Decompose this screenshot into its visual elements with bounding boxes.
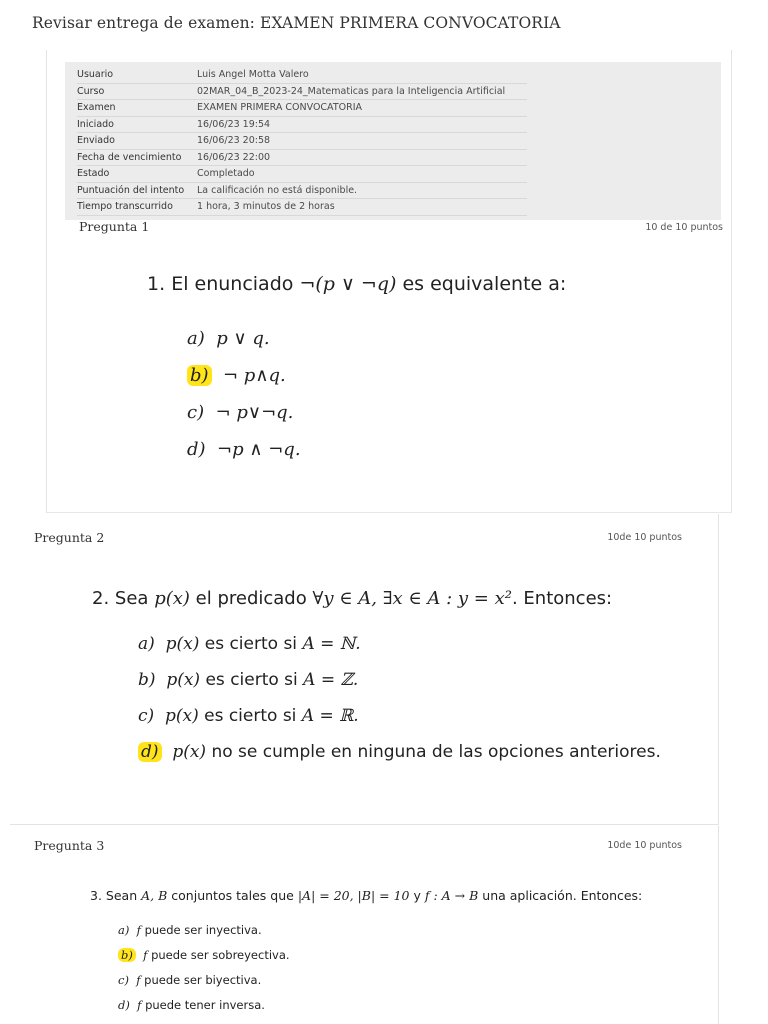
- summary-row: [77, 149, 527, 166]
- statement-text: el predicado: [195, 588, 307, 609]
- option-formula: ¬p ∧ ¬q.: [217, 439, 301, 460]
- summary-value: EXAMEN PRIMERA CONVOCATORIA: [197, 100, 527, 117]
- option-formula: p(x): [165, 634, 200, 654]
- summary-label: Estado: [77, 166, 197, 183]
- statement-formula: |A| = 20, |B| = 10: [297, 888, 410, 903]
- option-letter-selected: d): [138, 742, 162, 762]
- summary-label: Curso: [77, 83, 197, 100]
- question-number: 3.: [90, 888, 102, 903]
- question-1-score: 10 de 10 puntos: [645, 222, 723, 233]
- option-formula: f: [137, 998, 142, 1012]
- summary-row: [77, 67, 527, 83]
- option-b[interactable]: [118, 943, 290, 968]
- summary-row: [77, 100, 527, 117]
- summary-row: [77, 182, 527, 199]
- statement-sets: A, B: [141, 888, 168, 903]
- summary-label: Tiempo transcurrido: [77, 199, 197, 216]
- option-text: puede tener inversa.: [145, 998, 265, 1012]
- option-d[interactable]: [138, 734, 661, 770]
- statement-text: una aplicación. Entonces:: [482, 888, 643, 903]
- summary-row: [77, 199, 527, 216]
- option-set: A = ℝ.: [301, 706, 359, 726]
- option-formula: p(x): [172, 742, 207, 762]
- option-a[interactable]: [187, 320, 301, 357]
- summary-label: Fecha de vencimiento: [77, 149, 197, 166]
- question-3-heading: Pregunta 3: [34, 838, 105, 853]
- summary-label: Examen: [77, 100, 197, 117]
- question-number: 2.: [92, 588, 110, 609]
- option-letter: d): [118, 998, 130, 1012]
- option-c[interactable]: [187, 394, 301, 431]
- summary-row: [77, 83, 527, 100]
- question-3-section: [10, 826, 719, 1024]
- summary-value: 16/06/23 22:00: [197, 149, 527, 166]
- summary-value: Luis Angel Motta Valero: [197, 67, 527, 83]
- statement-text: El enunciado: [171, 273, 294, 295]
- option-letter: b): [138, 670, 156, 690]
- statement-text: . Entonces:: [511, 588, 613, 609]
- statement-text: Sea: [114, 588, 149, 609]
- summary-value: La calificación no está disponible.: [197, 182, 527, 199]
- option-b[interactable]: [187, 357, 301, 394]
- option-text: es cierto si: [204, 706, 297, 726]
- option-b[interactable]: [138, 662, 661, 698]
- option-a[interactable]: [118, 918, 290, 943]
- option-d[interactable]: [118, 993, 290, 1018]
- summary-row: [77, 116, 527, 133]
- summary-value: Completado: [197, 166, 527, 183]
- option-letter: d): [187, 439, 206, 460]
- summary-label: Enviado: [77, 133, 197, 150]
- question-3-options: [118, 918, 290, 1018]
- option-formula: f: [136, 923, 141, 937]
- option-formula: p(x): [164, 706, 199, 726]
- option-text: es cierto si: [204, 634, 298, 654]
- option-text: puede ser sobreyectiva.: [151, 948, 290, 962]
- question-2-score: 10de 10 puntos: [607, 532, 682, 543]
- option-text: puede ser biyectiva.: [144, 973, 262, 987]
- statement-map: f : A → B: [424, 888, 479, 903]
- summary-value: 02MAR_04_B_2023-24_Matematicas para la Inteligencia Artificial: [197, 83, 527, 100]
- summary-value: 1 hora, 3 minutos de 2 horas: [197, 199, 527, 216]
- question-1-options: [187, 320, 301, 468]
- option-letter-selected: b): [187, 365, 212, 386]
- page-title: Revisar entrega de examen: EXAMEN PRIMERA CONVOCATORIA: [32, 14, 561, 32]
- option-letter: a): [138, 634, 155, 654]
- option-set: A = ℤ.: [303, 670, 359, 690]
- statement-text: conjuntos tales que: [171, 888, 294, 903]
- option-formula: f: [143, 948, 148, 962]
- question-2-heading: Pregunta 2: [34, 530, 105, 545]
- summary-value: 16/06/23 20:58: [197, 133, 527, 150]
- question-2-section: [10, 514, 719, 825]
- option-c[interactable]: [138, 698, 661, 734]
- statement-text: y: [413, 888, 421, 903]
- question-2-statement: [92, 588, 612, 609]
- option-set: A = ℕ.: [302, 634, 361, 654]
- option-letter: c): [187, 402, 205, 423]
- option-letter: a): [187, 328, 205, 349]
- option-text: puede ser inyectiva.: [144, 923, 262, 937]
- summary-label: Iniciado: [77, 116, 197, 133]
- summary-value: 16/06/23 19:54: [197, 116, 527, 133]
- statement-formula: ¬(p ∨ ¬q): [299, 273, 397, 295]
- option-text: no se cumple en ninguna de las opciones anteriores.: [211, 742, 661, 762]
- option-formula: f: [136, 973, 141, 987]
- question-1-heading: Pregunta 1: [79, 219, 150, 234]
- statement-formula: ∀y ∈ A, ∃x ∈ A : y = x²: [312, 588, 512, 609]
- option-letter: c): [118, 973, 129, 987]
- question-2-options: [138, 626, 661, 770]
- option-formula: p ∨ q.: [216, 328, 270, 349]
- statement-text: Sean: [105, 888, 138, 903]
- option-letter: a): [118, 923, 130, 937]
- option-formula: ¬ p∧q.: [223, 365, 286, 386]
- option-c[interactable]: [118, 968, 290, 993]
- statement-predicate: p(x): [154, 588, 190, 609]
- option-a[interactable]: [138, 626, 661, 662]
- question-number: 1.: [147, 273, 166, 295]
- question-3-statement: [90, 888, 642, 903]
- summary-row: [77, 133, 527, 150]
- summary-label: Puntuación del intento: [77, 182, 197, 199]
- option-formula: p(x): [166, 670, 201, 690]
- question-1-statement: [147, 273, 566, 295]
- option-letter-selected: b): [118, 948, 136, 962]
- option-letter: c): [138, 706, 155, 726]
- summary-row: [77, 166, 527, 183]
- statement-text: es equivalente a:: [402, 273, 567, 295]
- option-d[interactable]: [187, 431, 301, 468]
- attempt-summary-table: [77, 67, 527, 216]
- attempt-summary: [65, 62, 721, 220]
- question-1-section: [46, 50, 732, 513]
- summary-label: Usuario: [77, 67, 197, 83]
- question-3-score: 10de 10 puntos: [607, 840, 682, 851]
- option-formula: ¬ p∨¬q.: [215, 402, 294, 423]
- option-text: es cierto si: [205, 670, 298, 690]
